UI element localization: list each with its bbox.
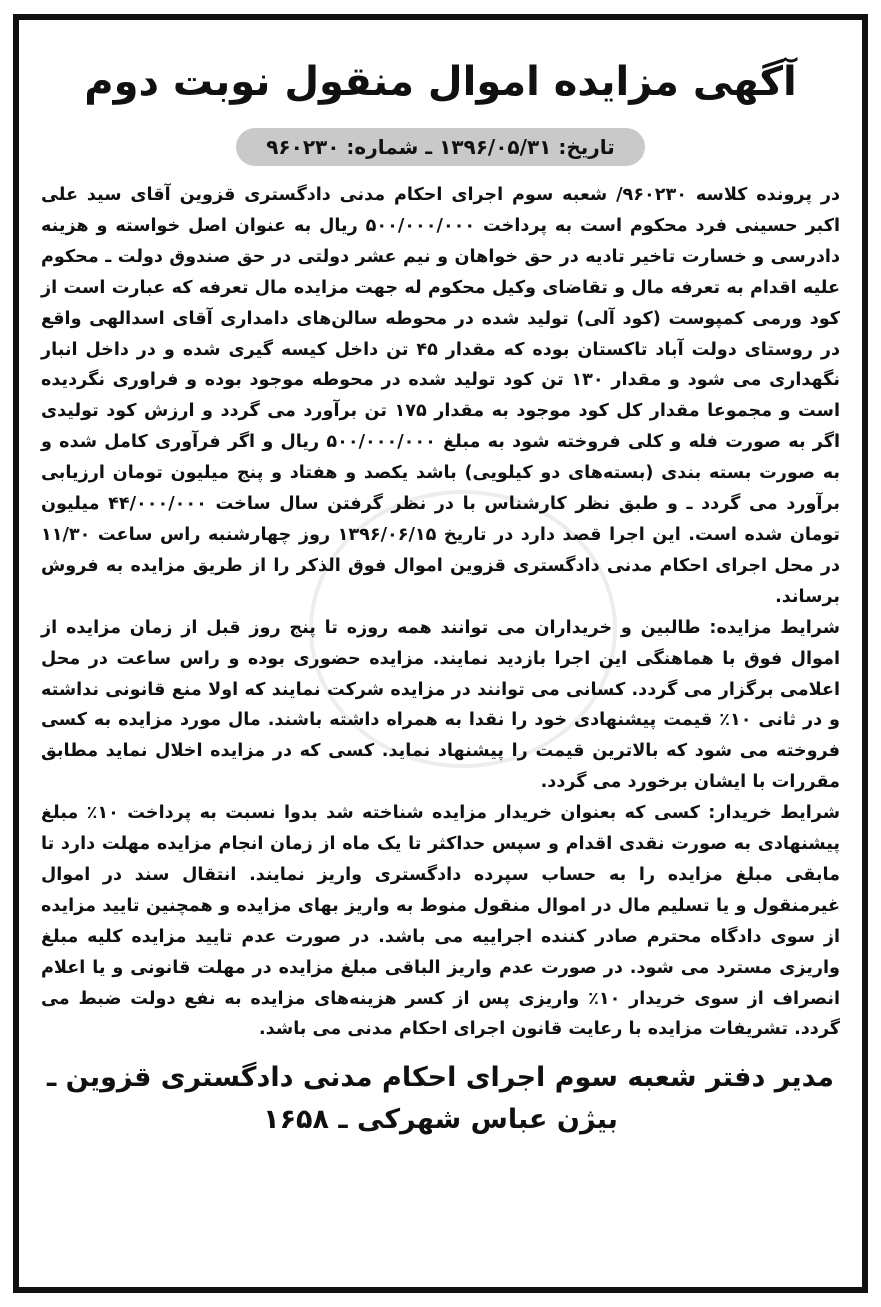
case-paragraph: در پرونده کلاسه ۹۶۰۲۳۰/ شعبه سوم اجرای احکام مدنی دادگستری قزوین آقای سید علی اکبر حسینی فرد محکوم است به پرداخت ۵۰۰/۰۰۰/۰۰۰ ریال به عنوان اصل خواسته و هزینه دادرسی و خسارت تاخیر تادیه در حق خواهان و نیم عشر دولتی در حق صندوق دولت ـ محکوم علیه اقدام به تعرفه مال و تقاضای وکیل محکوم له جهت مزایده مال تعرفه که عبارت است از کود ورمی کمپوست (کود آلی) تولید شده در محوطه سالن‌های دامداری آقای اسدالهی واقع در روستای دولت آباد تاکستان بوده که مقدار ۴۵ تن داخل کیسه گیری شده و در داخل انبار نگهداری می شود و مقدار ۱۳۰ تن کود تولید شده در محوطه موجود بوده و فراوری نگردیده است و مجموعا مقدار کل کود موجود به مقدار ۱۷۵ تن برآورد می گردد و ارزش کود تولیدی اگر به صورت فله و کلی فروخته شود به مبلغ ۵۰۰/۰۰۰/۰۰۰ ریال و اگر فرآوری کامل شده و به صورت بسته بندی (بسته‌های دو کیلویی) باشد یکصد و هفتاد و پنج میلیون تومان ارزیابی برآورد می گردد ـ و طبق نظر کارشناس با در نظر گرفتن سال ساخت ۴۴/۰۰۰/۰۰۰ میلیون تومان شده است. این اجرا قصد دارد در تاریخ ۱۳۹۶/۰۶/۱۵ روز چهارشنبه راس ساعت ۱۱/۳۰ در محل اجرای احکام مدنی دادگستری قزوین اموال فوق الذکر را از طریق مزایده به فروش برساند. — [41, 185, 841, 607]
notice-title: آگهی مزایده اموال منقول نوبت دوم — [84, 59, 797, 105]
buyer-conditions-paragraph: شرایط خریدار: کسی که بعنوان خریدار مزایده شناخته شد بدوا نسبت به پرداخت ۱۰٪ مبلغ پیشنهادی به صورت نقدی اقدام و سپس حداکثر تا یک ماه از زمان انجام مزایده مهلت دارد تا مابقی مبلغ مزایده را به حساب سپرده دادگستری واریز نمایند. انتقال سند در اموال غیرمنقول و یا تسلیم مال در اموال منقول منوط به واریز بهای مزایده و همچنین تایید مزایده از سوی دادگاه محترم صادر کننده اجراییه می باشد. در صورت عدم تایید مزایده کلیه مبلغ واریزی مسترد می شود. در صورت عدم واریز الباقی مبلغ مزایده در مهلت قانونی و یا اعلام انصراف از سوی خریدار ۱۰٪ واریزی پس از کسر هزینه‌های مزایده به نفع دولت ضبط می گردد. تشریفات مزایده با رعایت قانون اجرای احکام مدنی می باشد. — [41, 803, 840, 1040]
date-number-badge: تاریخ: ۱۳۹۶/۰۵/۳۱ ـ شماره: ۹۶۰۲۳۰ — [236, 128, 645, 166]
date-row — [41, 128, 840, 168]
signature-block: مدیر دفتر شعبه سوم اجرای احکام مدنی دادگستری قزوین ـ بیژن عباس شهرکی ـ ۱۶۵۸ — [47, 1062, 834, 1136]
auction-conditions-paragraph: شرایط مزایده: طالبین و خریداران می توانند همه روزه تا پنج روز قبل از زمان مزایده از اموال فوق با هماهنگی این اجرا بازدید نمایند. مزایده حضوری بوده و راس ساعت در محل اعلامی برگزار می گردد. کسانی می توانند در مزایده شرکت نمایند که اولا منع قانونی نداشته و در ثانی ۱۰٪ قیمت پیشنهادی خود را نقدا به همراه داشته باشند. مال مورد مزایده به کسی فروخته می شود که بالاترین قیمت را پیشنهاد نماید. کسی که در مزایده اخلال نماید مطابق مقررات با ایشان برخورد می گردد. — [41, 617, 840, 793]
notice-content — [19, 20, 862, 1287]
notice-body — [41, 180, 840, 1045]
notice-frame — [13, 14, 868, 1293]
